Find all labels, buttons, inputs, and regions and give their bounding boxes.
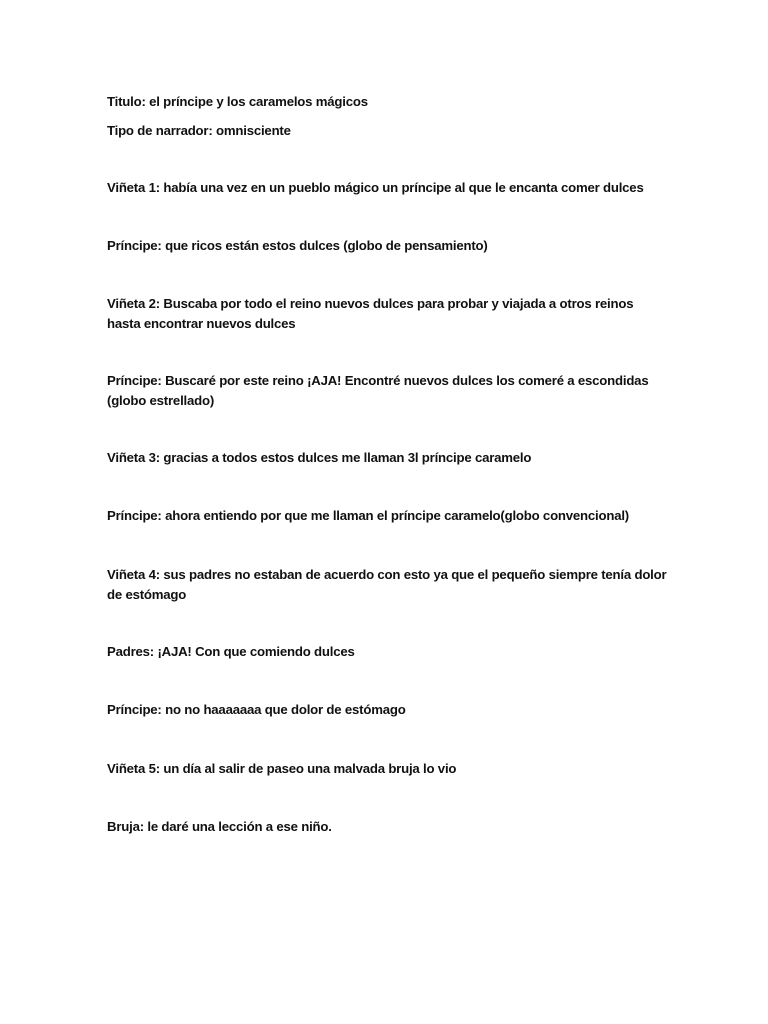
paragraph-vineta-5: Viñeta 5: un día al salir de paseo una malvada bruja lo vio	[107, 761, 457, 776]
paragraph-principe-2: Príncipe: Buscaré por este reino ¡AJA! Encontré nuevos dulces los comeré a escondidas (globo estrellado)	[107, 373, 649, 408]
paragraph-principe-1: Príncipe: que ricos están estos dulces (globo de pensamiento)	[107, 238, 488, 253]
paragraph-principe-3: Príncipe: ahora entiendo por que me llaman el príncipe caramelo(globo convencional)	[107, 508, 630, 523]
paragraph-vineta-4: Viñeta 4: sus padres no estaban de acuerdo con esto ya que el pequeño siempre tenía dolor de estómago	[107, 567, 667, 602]
paragraph-vineta-1: Viñeta 1: había una vez en un pueblo mágico un príncipe al que le encanta comer dulces	[107, 180, 644, 195]
paragraph-principe-4: Príncipe: no no haaaaaaa que dolor de estómago	[107, 702, 406, 717]
paragraph-vineta-3: Viñeta 3: gracias a todos estos dulces me llaman 3l príncipe caramelo	[107, 450, 532, 465]
paragraph-bruja: Bruja: le daré una lección a ese niño.	[107, 819, 332, 834]
paragraph-vineta-2: Viñeta 2: Buscaba por todo el reino nuevos dulces para probar y viajada a otros reinos hasta encontrar nuevos dulces	[107, 296, 634, 331]
paragraph-padres: Padres: ¡AJA! Con que comiendo dulces	[107, 644, 355, 659]
title-line: Titulo: el príncipe y los caramelos mágicos	[107, 94, 368, 109]
narrator-line: Tipo de narrador: omnisciente	[107, 123, 291, 138]
